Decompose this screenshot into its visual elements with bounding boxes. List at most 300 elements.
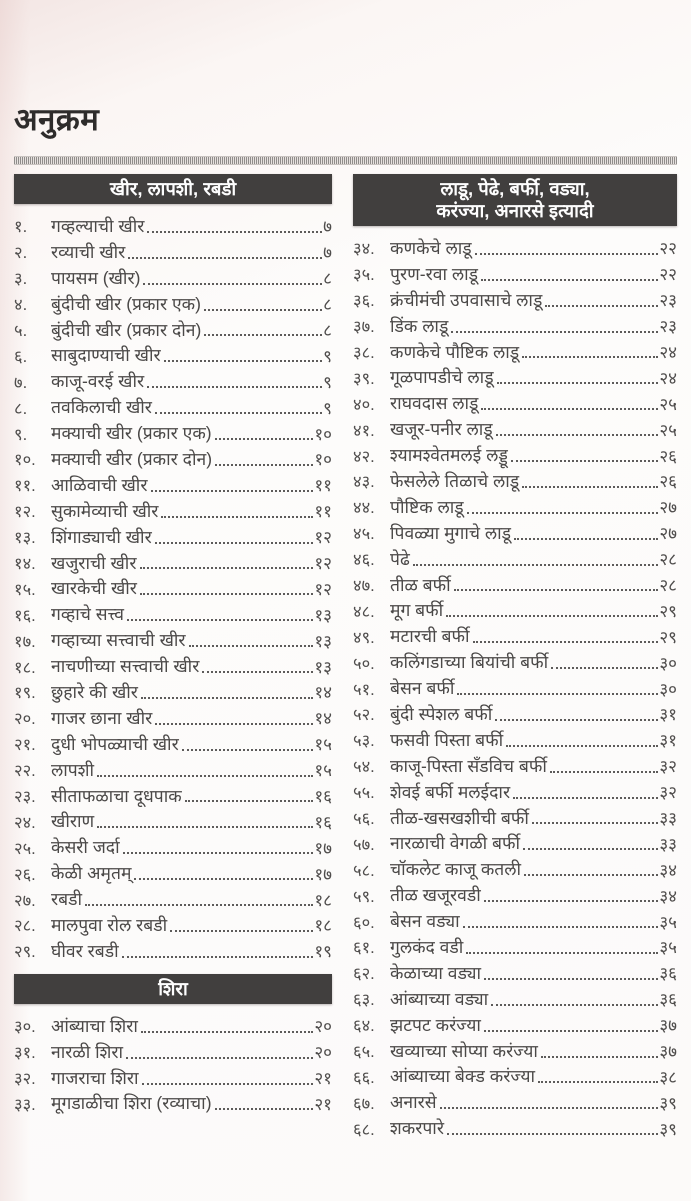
dot-leader xyxy=(142,1083,314,1085)
dot-leader xyxy=(454,589,659,591)
entry-page: ७ xyxy=(323,217,332,237)
entry-page: ३३ xyxy=(659,834,677,854)
dot-leader xyxy=(147,386,322,388)
entry-number: ५७. xyxy=(353,835,375,854)
entry-title: तीळ बर्फी xyxy=(390,574,451,595)
toc-entry xyxy=(353,1089,677,1115)
entry-title: शिंगाड्याची खीर xyxy=(51,526,152,547)
dot-leader xyxy=(513,797,658,799)
entry-title: बेसन वड्या xyxy=(390,911,460,932)
toc-entry xyxy=(14,368,332,394)
entry-number: ६५. xyxy=(353,1043,375,1062)
toc-entry xyxy=(353,701,677,727)
entry-title: कलिंगडाच्या बियांची बर्फी xyxy=(390,652,549,673)
entry-number: ३९. xyxy=(353,369,375,388)
page-title: अनुक्रम xyxy=(14,102,100,137)
entry-page: ३८ xyxy=(659,1067,677,1087)
entry-page: ३४ xyxy=(659,860,677,880)
entry-title: गाजर छाना खीर xyxy=(51,707,153,728)
toc-entry xyxy=(14,938,332,964)
entry-number: ५४. xyxy=(353,758,375,777)
section-header-bar xyxy=(14,174,332,204)
entry-page: १६ xyxy=(314,787,332,807)
toc-entry xyxy=(353,1115,677,1141)
entry-number: ४७. xyxy=(353,577,375,596)
entry-number: ३४. xyxy=(353,240,375,259)
entry-page: ९ xyxy=(323,346,332,366)
entry-number: ४४. xyxy=(353,499,375,518)
entry-number: ५. xyxy=(14,322,28,340)
entry-title: नारळी शिरा xyxy=(51,1041,124,1062)
entry-page: १४ xyxy=(314,709,332,729)
entry-number: ४८. xyxy=(353,602,375,621)
entry-page: १२ xyxy=(314,528,332,548)
dot-leader xyxy=(467,512,659,514)
entry-page: ३४ xyxy=(659,886,677,906)
entry-page: १६ xyxy=(314,812,332,832)
dot-leader xyxy=(155,542,314,544)
toc-entry xyxy=(14,420,332,446)
toc-entry xyxy=(14,239,332,265)
entry-number: १०. xyxy=(14,451,36,470)
entry-number: ४९. xyxy=(353,628,375,647)
entry-title: पौष्टिक लाडू xyxy=(390,496,464,517)
entry-page: ३५ xyxy=(659,938,677,958)
entry-page: ३१ xyxy=(659,705,677,725)
entry-page: ८ xyxy=(323,269,332,289)
entry-title: पिवळ्या मुगाचे लाडू xyxy=(390,522,512,543)
entry-title: पायसम (खीर) xyxy=(51,267,141,288)
dot-leader xyxy=(127,619,313,621)
entry-number: ८. xyxy=(14,399,28,418)
entry-title: रबडी xyxy=(51,889,83,910)
entry-page: १२ xyxy=(314,579,332,599)
entry-title: तवकिलाची खीर xyxy=(51,397,152,418)
toc-entry xyxy=(14,653,332,679)
entry-title: फसवी पिस्ता बर्फी xyxy=(390,729,504,750)
entry-number: १९. xyxy=(14,684,36,703)
toc-entry xyxy=(14,834,332,860)
entry-title: काजू-पिस्ता सँडविच बर्फी xyxy=(390,755,547,776)
toc-entry xyxy=(353,416,677,442)
dot-leader xyxy=(473,641,659,643)
dot-leader xyxy=(182,749,314,751)
toc-entry xyxy=(14,783,332,809)
entry-number: ३६. xyxy=(353,292,375,311)
entry-title: श्यामश्वेतमलई लड्डू xyxy=(390,445,508,466)
entry-number: १२. xyxy=(14,503,36,522)
toc-entry xyxy=(14,550,332,576)
entry-number: ६४. xyxy=(353,1017,375,1036)
entry-title: मालपुवा रोल रबडी xyxy=(51,914,168,935)
entry-page: ३२ xyxy=(659,783,677,803)
toc-columns xyxy=(14,174,677,1145)
section-header-bar xyxy=(353,174,677,226)
entry-page: १३ xyxy=(314,605,332,625)
entry-page: ३० xyxy=(659,653,677,673)
dot-leader xyxy=(524,874,658,876)
toc-entry xyxy=(353,623,677,649)
dot-leader xyxy=(151,490,314,492)
entry-title: मटारची बर्फी xyxy=(390,626,470,647)
toc-list xyxy=(353,235,677,1141)
entry-title: शकरपारे xyxy=(390,1118,444,1139)
entry-page: २६ xyxy=(659,472,677,492)
dot-leader xyxy=(545,305,658,307)
section-header-text: खीर, लापशी, रबडी xyxy=(109,178,237,199)
toc-entry xyxy=(14,213,332,239)
entry-number: ५१. xyxy=(353,680,375,699)
toc-entry xyxy=(353,908,677,934)
toc-entry xyxy=(14,1065,332,1091)
toc-entry xyxy=(14,679,332,705)
entry-title: गूळपापडीचे लाडू xyxy=(390,367,494,388)
dot-leader xyxy=(215,1108,314,1110)
entry-number: ६१. xyxy=(353,939,375,958)
toc-list xyxy=(14,1013,332,1117)
entry-page: १८ xyxy=(314,890,332,910)
entry-page: ३९ xyxy=(659,1119,677,1139)
toc-section xyxy=(14,968,332,1117)
entry-page: १७ xyxy=(314,864,332,884)
toc-entry xyxy=(14,601,332,627)
dot-leader xyxy=(141,697,313,699)
entry-number: २७. xyxy=(14,891,36,910)
dot-leader xyxy=(97,826,313,828)
entry-number: २३. xyxy=(14,788,36,807)
entry-title: बुंदीची खीर (प्रकार दोन) xyxy=(51,319,202,340)
toc-entry xyxy=(353,287,677,313)
entry-page: २२ xyxy=(659,265,677,285)
toc-entry xyxy=(353,235,677,261)
entry-page: ११ xyxy=(314,476,332,496)
toc-entry xyxy=(353,779,677,805)
entry-title: पुरण-रवा लाडू xyxy=(390,263,478,284)
entry-page: ३० xyxy=(659,679,677,699)
entry-title: तीळ खजूरवडी xyxy=(390,885,481,906)
dot-leader xyxy=(514,538,658,540)
entry-number: ७. xyxy=(14,373,28,392)
entry-number: २४. xyxy=(14,813,36,832)
entry-title: खव्याच्या सोप्या करंज्या xyxy=(390,1040,538,1061)
entry-title: आंब्याच्या बेक्ड करंज्या xyxy=(390,1066,536,1087)
dot-leader xyxy=(122,956,314,958)
dot-leader xyxy=(440,1107,659,1109)
entry-page: २७ xyxy=(659,498,677,518)
entry-title: खजूर-पनीर लाडू xyxy=(390,419,493,440)
dot-leader xyxy=(511,460,658,462)
dot-leader xyxy=(413,564,659,566)
dot-leader xyxy=(451,331,658,333)
toc-entry xyxy=(353,572,677,598)
entry-page: ३२ xyxy=(659,757,677,777)
entry-title: गुलकंद वडी xyxy=(390,936,464,957)
dot-leader xyxy=(85,904,313,906)
dot-leader xyxy=(538,1081,658,1083)
entry-title: लापशी xyxy=(51,759,94,780)
dot-leader xyxy=(204,309,322,311)
toc-entry xyxy=(14,886,332,912)
entry-title: काजू-वरई खीर xyxy=(51,371,145,392)
section-header-bar xyxy=(14,974,332,1004)
dot-leader xyxy=(143,283,322,285)
entry-title: मूगडाळीचा शिरा (रव्याचा) xyxy=(51,1093,212,1114)
entry-page: ३६ xyxy=(659,964,677,984)
toc-entry xyxy=(14,912,332,938)
dot-leader xyxy=(475,253,659,255)
dot-leader xyxy=(97,775,313,777)
entry-page: १३ xyxy=(314,657,332,677)
toc-entry xyxy=(353,753,677,779)
entry-page: २९ xyxy=(659,627,677,647)
toc-entry xyxy=(353,468,677,494)
dot-leader xyxy=(147,231,322,233)
entry-title: डिंक लाडू xyxy=(390,315,449,336)
entry-number: ३१. xyxy=(14,1044,36,1063)
dot-leader xyxy=(484,978,658,980)
entry-page: ९ xyxy=(323,398,332,418)
entry-page: ३६ xyxy=(659,990,677,1010)
toc-entry xyxy=(14,1091,332,1117)
entry-title: गव्हल्याची खीर xyxy=(51,215,145,236)
entry-number: २९. xyxy=(14,943,36,962)
entry-page: १४ xyxy=(314,683,332,703)
dot-leader xyxy=(155,412,322,414)
entry-number: ६८. xyxy=(353,1120,375,1139)
entry-page: ३९ xyxy=(659,1093,677,1113)
hatched-divider xyxy=(14,156,677,165)
dot-leader xyxy=(140,567,314,569)
toc-entry xyxy=(14,446,332,472)
entry-number: १३. xyxy=(14,529,36,548)
entry-page: २५ xyxy=(659,420,677,440)
toc-entry xyxy=(353,339,677,365)
dot-leader xyxy=(161,516,313,518)
entry-page: १० xyxy=(314,424,332,444)
toc-entry xyxy=(353,830,677,856)
entry-page: १७ xyxy=(314,838,332,858)
entry-title: गव्हाचे सत्त्व xyxy=(51,604,125,625)
entry-title: खीराण xyxy=(51,811,95,832)
entry-number: ३३. xyxy=(14,1095,36,1114)
entry-title: केळाच्या वड्या xyxy=(390,962,482,983)
entry-title: अनारसे xyxy=(390,1092,437,1113)
section-header-text: करंज्या, अनारसे इत्यादी xyxy=(436,200,594,221)
toc-entry xyxy=(353,882,677,908)
dot-leader xyxy=(495,719,658,721)
dot-leader xyxy=(523,848,658,850)
dot-leader xyxy=(447,1133,658,1135)
dot-leader xyxy=(481,408,658,410)
entry-number: ६०. xyxy=(353,913,375,932)
entry-number: ३२. xyxy=(14,1070,36,1089)
entry-title: बुंदी स्पेशल बर्फी xyxy=(390,703,493,724)
entry-number: ४१. xyxy=(353,421,375,440)
entry-title: मक्याची खीर (प्रकार दोन) xyxy=(51,448,213,469)
dot-leader xyxy=(215,438,314,440)
entry-number: ५९. xyxy=(353,887,375,906)
dot-leader xyxy=(185,800,314,802)
entry-page: ३३ xyxy=(659,809,677,829)
entry-number: १. xyxy=(14,218,28,237)
entry-page: २१ xyxy=(314,1069,332,1089)
entry-number: ३. xyxy=(14,270,28,289)
entry-page: २० xyxy=(314,1017,332,1037)
dot-leader xyxy=(522,356,658,358)
entry-title: क्रंचीमंची उपवासाचे लाडू xyxy=(390,289,543,310)
entry-page: ९ xyxy=(323,372,332,392)
entry-number: ५३. xyxy=(353,732,375,751)
toc-entry xyxy=(353,494,677,520)
entry-page: २७ xyxy=(659,524,677,544)
dot-leader xyxy=(155,723,313,725)
entry-title: राघवदास लाडू xyxy=(390,393,479,414)
entry-number: ६. xyxy=(14,347,28,366)
entry-number: ५०. xyxy=(353,654,375,673)
entry-page: २० xyxy=(314,1043,332,1063)
entry-title: पेढे xyxy=(390,548,410,569)
toc-entry xyxy=(14,705,332,731)
entry-page: ८ xyxy=(323,295,332,315)
entry-number: ५८. xyxy=(353,861,375,880)
dot-leader xyxy=(170,930,313,932)
entry-title: कणकेचे लाडू xyxy=(390,237,472,258)
entry-number: ६३. xyxy=(353,991,375,1010)
toc-entry xyxy=(353,364,677,390)
toc-entry xyxy=(353,1064,677,1090)
toc-entry xyxy=(353,1012,677,1038)
toc-entry xyxy=(14,498,332,524)
entry-page: १५ xyxy=(314,761,332,781)
entry-title: गाजराचा शिरा xyxy=(51,1067,139,1088)
entry-title: सुकामेव्याची खीर xyxy=(51,500,159,521)
entry-title: आळिवाची खीर xyxy=(51,474,148,495)
dot-leader xyxy=(481,279,658,281)
entry-number: ३८. xyxy=(353,344,375,362)
section-header-text: शिरा xyxy=(158,977,188,999)
entry-title: मक्याची खीर (प्रकार एक) xyxy=(51,423,212,444)
entry-number: ६७. xyxy=(353,1094,375,1113)
toc-list xyxy=(14,213,332,964)
toc-entry xyxy=(14,757,332,783)
entry-title: दुधी भोपळ्याची खीर xyxy=(51,733,179,754)
entry-number: २८. xyxy=(14,917,36,936)
entry-title: आंब्याच्या वड्या xyxy=(390,988,489,1009)
dot-leader xyxy=(497,382,659,384)
entry-number: २५. xyxy=(14,839,36,858)
toc-entry xyxy=(14,472,332,498)
toc-section xyxy=(353,174,677,1141)
dot-leader xyxy=(522,486,658,488)
toc-entry xyxy=(353,442,677,468)
entry-page: १८ xyxy=(314,916,332,936)
dot-leader xyxy=(126,1057,313,1059)
toc-entry xyxy=(14,627,332,653)
entry-number: २१. xyxy=(14,736,36,755)
dot-leader xyxy=(202,671,313,673)
entry-number: ६६. xyxy=(353,1068,375,1087)
toc-entry xyxy=(14,808,332,834)
entry-number: ५५. xyxy=(353,784,375,803)
dot-leader xyxy=(484,1030,658,1032)
entry-number: ५६. xyxy=(353,810,375,829)
entry-title: कणकेचे पौष्टिक लाडू xyxy=(390,341,520,362)
entry-page: ८ xyxy=(323,321,332,340)
entry-title: आंब्याचा शिरा xyxy=(51,1015,138,1036)
entry-page: २२ xyxy=(659,239,677,259)
entry-number: ३५. xyxy=(353,266,375,285)
toc-entry xyxy=(353,856,677,882)
entry-number: ६२. xyxy=(353,965,375,984)
entry-title: खारकेची खीर xyxy=(51,578,137,599)
dot-leader xyxy=(551,667,658,669)
dot-leader xyxy=(491,1004,658,1006)
entry-number: १४. xyxy=(14,555,36,574)
entry-page: २५ xyxy=(659,394,677,414)
entry-page: १५ xyxy=(314,735,332,755)
entry-title: केळी अमृतम् xyxy=(51,863,132,884)
dot-leader xyxy=(189,645,314,647)
entry-page: २४ xyxy=(659,343,677,362)
entry-title: साबुदाण्याची खीर xyxy=(51,345,161,366)
entry-page: २९ xyxy=(659,601,677,621)
entry-title: शेवई बर्फी मलईदार xyxy=(390,781,511,802)
toc-entry xyxy=(14,342,332,368)
toc-entry xyxy=(14,575,332,601)
toc-entry xyxy=(14,1013,332,1039)
entry-title: चॉकलेट काजू कतली xyxy=(390,859,521,880)
dot-leader xyxy=(506,745,658,747)
entry-number: ३०. xyxy=(14,1018,36,1037)
dot-leader xyxy=(204,334,322,336)
dot-leader xyxy=(215,464,313,466)
entry-number: १८. xyxy=(14,658,36,677)
entry-page: २८ xyxy=(659,550,677,570)
column-left xyxy=(14,174,332,1120)
entry-number: २. xyxy=(14,244,28,263)
toc-entry xyxy=(353,727,677,753)
entry-title: मूग बर्फी xyxy=(390,600,444,621)
toc-section xyxy=(14,174,332,964)
toc-entry xyxy=(14,731,332,757)
entry-page: १० xyxy=(314,450,332,470)
dot-leader xyxy=(463,926,659,928)
toc-entry xyxy=(353,261,677,287)
toc-entry xyxy=(353,805,677,831)
entry-number: १५. xyxy=(14,580,36,599)
toc-entry xyxy=(14,524,332,550)
toc-entry xyxy=(14,860,332,886)
dot-leader xyxy=(541,1056,658,1058)
entry-page: ३१ xyxy=(659,731,677,751)
entry-title: तीळ-खसखशीची बर्फी xyxy=(390,807,529,828)
toc-entry xyxy=(353,986,677,1012)
toc-entry xyxy=(14,394,332,420)
toc-entry xyxy=(353,520,677,546)
entry-number: ४२. xyxy=(353,447,375,466)
entry-number: १७. xyxy=(14,632,36,651)
entry-title: नाचणीच्या सत्त्वाची खीर xyxy=(51,656,200,677)
dot-leader xyxy=(164,360,322,362)
dot-leader xyxy=(128,257,322,259)
dot-leader xyxy=(446,615,658,617)
entry-page: २३ xyxy=(659,291,677,311)
entry-number: २६. xyxy=(14,865,36,884)
entry-title: केसरी जर्दा xyxy=(51,837,120,858)
entry-number: १६. xyxy=(14,606,36,625)
entry-number: ४३. xyxy=(353,473,375,492)
entry-title: गव्हाच्या सत्त्वाची खीर xyxy=(51,630,186,651)
